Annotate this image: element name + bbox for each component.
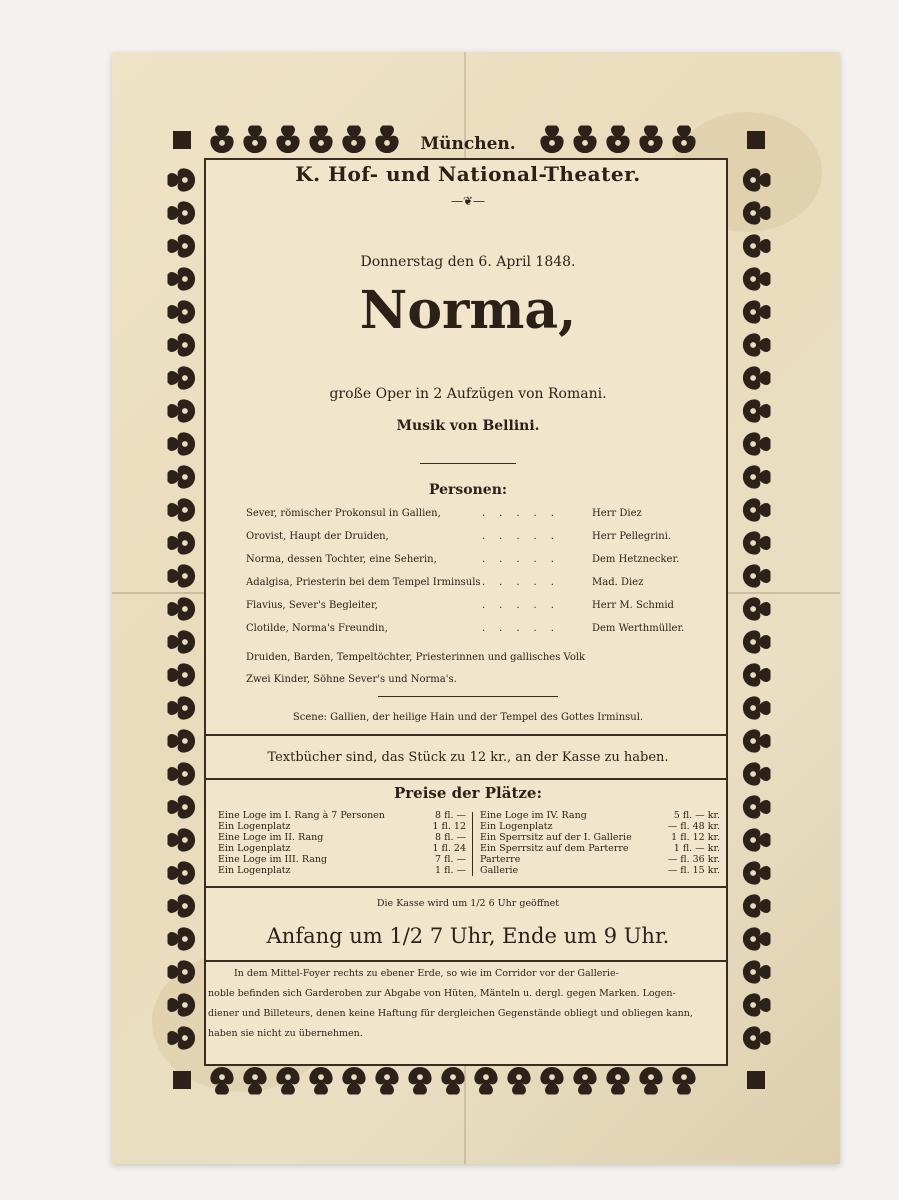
- border-ornament: [168, 861, 196, 884]
- price-row: [218, 843, 466, 854]
- border-ornament: [743, 795, 771, 818]
- border-ornament: [743, 828, 771, 851]
- cast-actor: Dem Hetznecker.: [592, 554, 680, 565]
- divider: [206, 886, 726, 888]
- border-ornament: [743, 168, 771, 191]
- border-ornament: [168, 564, 196, 587]
- border-ornament: [168, 630, 196, 653]
- border-ornament: [168, 201, 196, 224]
- price-value: 8 fl. —: [435, 810, 466, 821]
- price-value: 1 fl. — kr.: [673, 843, 720, 854]
- cast-role: Flavius, Sever's Begleiter,: [246, 600, 378, 611]
- border-ornament: [743, 597, 771, 620]
- cast-row: [246, 600, 706, 614]
- price-value: — fl. 15 kr.: [667, 865, 720, 876]
- border-ornament: [743, 366, 771, 389]
- personen-heading: Personen:: [428, 482, 508, 498]
- price-value: 1 fl. 24: [432, 843, 466, 854]
- border-ornament: [743, 762, 771, 785]
- border-ornament: [743, 498, 771, 521]
- price-value: 1 fl. 12 kr.: [671, 832, 720, 843]
- divider: [206, 734, 726, 736]
- price-value: 7 fl. —: [435, 854, 466, 865]
- border-ornament: [743, 927, 771, 950]
- border-ornament: [168, 663, 196, 686]
- border-ornament: [168, 399, 196, 422]
- leader-dots: .....: [482, 508, 568, 519]
- price-label: Eine Loge im I. Rang à 7 Personen: [218, 810, 385, 821]
- border-ornament: [743, 201, 771, 224]
- cast-actor: Herr Diez: [592, 508, 642, 519]
- leader-dots: .....: [482, 554, 568, 565]
- price-value: 5 fl. — kr.: [673, 810, 720, 821]
- theatre-heading: K. Hof- und National-Theater.: [295, 162, 641, 186]
- leader-dots: .....: [482, 600, 568, 611]
- border-ornament: [168, 234, 196, 257]
- cast-row: [246, 623, 706, 637]
- border-ornament: [743, 300, 771, 323]
- cast-row: [246, 554, 706, 568]
- border-ornament: [672, 1067, 695, 1095]
- leader-dots: .....: [482, 531, 568, 542]
- border-ornament: [168, 267, 196, 290]
- cast-role: Sever, römischer Prokonsul in Gallien,: [246, 508, 441, 519]
- divider: [206, 960, 726, 962]
- leader-dots: .....: [482, 577, 568, 588]
- border-ornament: [743, 399, 771, 422]
- border-ornament: [210, 1067, 233, 1095]
- price-value: 1 fl. 12: [432, 821, 466, 832]
- border-ornament: [507, 1067, 530, 1095]
- price-row: [480, 810, 720, 821]
- border-ornament: [168, 300, 196, 323]
- divider: [378, 696, 558, 697]
- price-row: [218, 832, 466, 843]
- border-ornament: [168, 531, 196, 554]
- price-value: — fl. 36 kr.: [667, 854, 720, 865]
- cast-role: Clotilde, Norma's Freundin,: [246, 623, 388, 634]
- border-ornament: [743, 861, 771, 884]
- price-label: Ein Logenplatz: [480, 821, 553, 832]
- divider: [420, 463, 516, 464]
- border-ornament: [743, 993, 771, 1016]
- price-value: — fl. 48 kr.: [667, 821, 720, 832]
- border-ornament: [243, 1067, 266, 1095]
- border-ornament: [309, 1067, 332, 1095]
- border-ornament: [743, 267, 771, 290]
- border-ornament: [168, 432, 196, 455]
- border-ornament: [168, 333, 196, 356]
- border-ornament: [168, 762, 196, 785]
- border-ornament: [342, 1067, 365, 1095]
- children-line: Zwei Kinder, Söhne Sever's und Norma's.: [246, 674, 457, 685]
- border-ornament: [168, 927, 196, 950]
- textbooks-line: Textbücher sind, das Stück zu 12 kr., an der Kasse zu haben.: [267, 750, 669, 765]
- border-ornament: [743, 333, 771, 356]
- border-ornament: [743, 696, 771, 719]
- border-ornament: [743, 663, 771, 686]
- border-corner: [747, 131, 765, 149]
- price-label: Ein Sperrsitz auf dem Parterre: [480, 843, 629, 854]
- opera-subtitle: große Oper in 2 Aufzügen von Romani.: [329, 386, 607, 402]
- border-ornament: [168, 993, 196, 1016]
- cast-role: Norma, dessen Tochter, eine Seherin,: [246, 554, 437, 565]
- chorus-line: Druiden, Barden, Tempeltöchter, Priesterinnen und gallisches Volk: [246, 652, 586, 663]
- border-ornament: [743, 234, 771, 257]
- border-ornament: [606, 1067, 629, 1095]
- border-ornament: [168, 729, 196, 752]
- border-ornament: [168, 894, 196, 917]
- border-ornament: [743, 564, 771, 587]
- divider: [206, 778, 726, 780]
- notice-line: diener und Billeteurs, denen keine Haftung für dergleichen Gegenstände obliegt und obliegen kann,: [208, 1008, 693, 1019]
- leader-dots: .....: [482, 623, 568, 634]
- border-ornament: [168, 498, 196, 521]
- border-ornament: [743, 960, 771, 983]
- cast-row: [246, 577, 706, 591]
- border-ornament: [168, 366, 196, 389]
- border-ornament: [168, 795, 196, 818]
- price-label: Eine Loge im III. Rang: [218, 854, 328, 865]
- cast-actor: Herr Pellegrini.: [592, 531, 672, 542]
- price-label: Ein Logenplatz: [218, 821, 291, 832]
- border-ornament: [168, 696, 196, 719]
- start-time-line: Anfang um 1/2 7 Uhr, Ende um 9 Uhr.: [266, 924, 670, 948]
- notice-line: haben sie nicht zu übernehmen.: [208, 1028, 363, 1039]
- border-corner: [747, 1071, 765, 1089]
- cast-actor: Mad. Diez: [592, 577, 644, 588]
- price-label: Eine Loge im IV. Rang: [480, 810, 587, 821]
- cast-role: Adalgisa, Priesterin bei dem Tempel Irminsuls: [246, 577, 481, 588]
- notice-line: noble befinden sich Garderoben zur Abgabe von Hüten, Mänteln u. dergl. gegen Marken. Logen-: [208, 988, 676, 999]
- border-ornament: [375, 1067, 398, 1095]
- border-ornament: [540, 1067, 563, 1095]
- border-ornament: [168, 828, 196, 851]
- price-row: [218, 810, 466, 821]
- price-value: 8 fl. —: [435, 832, 466, 843]
- price-row: [218, 854, 466, 865]
- border-ornament: [168, 168, 196, 191]
- price-row: [218, 821, 466, 832]
- scene-line: Scene: Gallien, der heilige Hain und der Tempel des Gottes Irminsul.: [292, 712, 644, 723]
- border-ornament: [168, 1026, 196, 1049]
- price-row: [218, 865, 466, 876]
- border-ornament: [743, 630, 771, 653]
- cast-row: [246, 508, 706, 522]
- ornament-divider: —❦—: [450, 194, 486, 208]
- price-label: Parterre: [480, 854, 521, 865]
- price-label: Ein Sperrsitz auf der I. Gallerie: [480, 832, 632, 843]
- playbill-content: [204, 134, 728, 1066]
- border-ornament: [573, 1067, 596, 1095]
- cast-role: Orovist, Haupt der Druiden,: [246, 531, 389, 542]
- border-ornament: [743, 432, 771, 455]
- border-ornament: [168, 960, 196, 983]
- border-ornament: [743, 465, 771, 488]
- cashbox-line: Die Kasse wird um 1/2 6 Uhr geöffnet: [376, 898, 560, 909]
- border-ornament: [639, 1067, 662, 1095]
- border-ornament: [168, 465, 196, 488]
- price-row: [480, 821, 720, 832]
- price-label: Eine Loge im II. Rang: [218, 832, 324, 843]
- price-column-divider: [472, 812, 473, 876]
- cast-row: [246, 531, 706, 545]
- border-ornament: [168, 597, 196, 620]
- price-value: 1 fl. —: [435, 865, 466, 876]
- price-row: [480, 832, 720, 843]
- cast-actor: Dem Werthmüller.: [592, 623, 685, 634]
- opera-title: Norma,: [359, 280, 577, 341]
- border-ornament: [441, 1067, 464, 1095]
- border-ornament: [743, 729, 771, 752]
- city-heading: München.: [420, 134, 516, 154]
- price-label: Ein Logenplatz: [218, 843, 291, 854]
- border-ornament: [743, 531, 771, 554]
- price-row: [480, 843, 720, 854]
- cast-actor: Herr M. Schmid: [592, 600, 674, 611]
- price-row: [480, 865, 720, 876]
- border-corner: [173, 131, 191, 149]
- price-label: Ein Logenplatz: [218, 865, 291, 876]
- composer-line: Musik von Bellini.: [396, 418, 540, 434]
- notice-line: In dem Mittel-Foyer rechts zu ebener Erde, so wie im Corridor vor der Gallerie-: [234, 968, 619, 979]
- performance-date: Donnerstag den 6. April 1848.: [360, 254, 576, 270]
- prices-heading: Preise der Plätze:: [393, 784, 542, 802]
- border-ornament: [474, 1067, 497, 1095]
- prices-right-column: [480, 810, 720, 890]
- border-ornament: [276, 1067, 299, 1095]
- price-row: [480, 854, 720, 865]
- border-ornament: [743, 894, 771, 917]
- border-ornament: [743, 1026, 771, 1049]
- border-ornament: [408, 1067, 431, 1095]
- border-corner: [173, 1071, 191, 1089]
- price-label: Gallerie: [480, 865, 519, 876]
- prices-left-column: [218, 810, 466, 890]
